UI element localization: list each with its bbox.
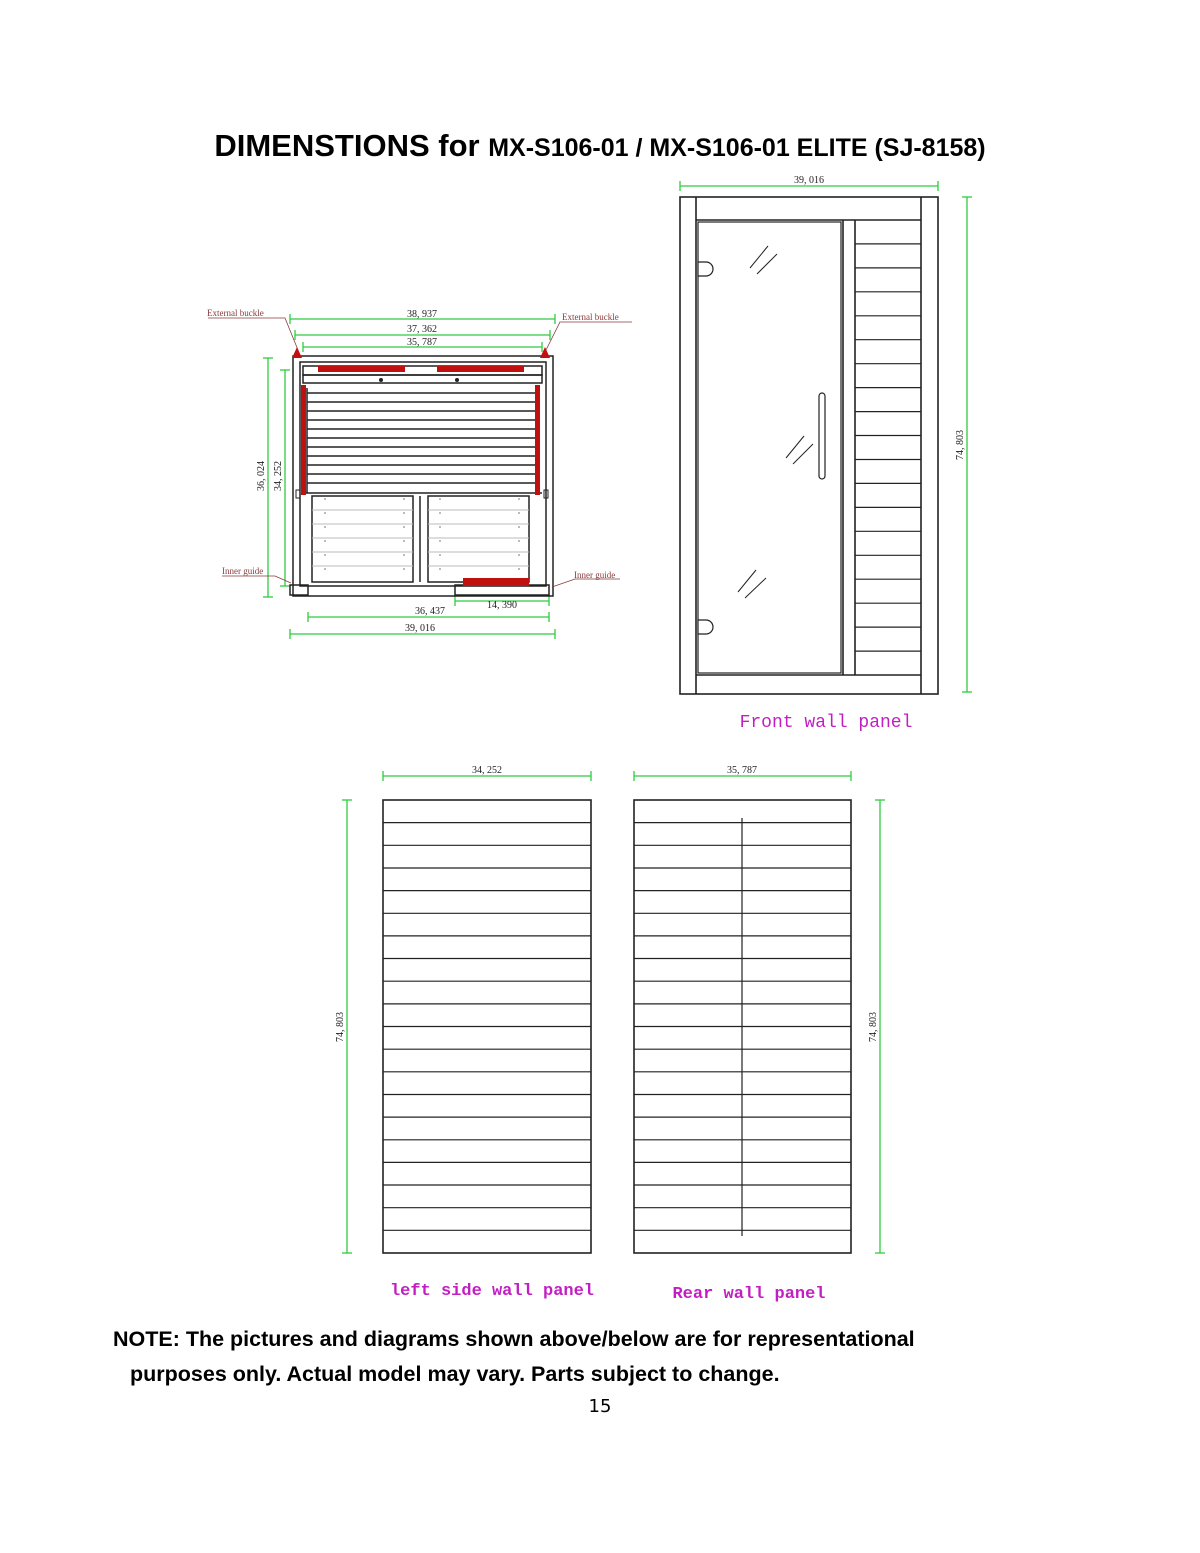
rear-panel-diagram	[634, 765, 885, 1304]
title-lead: DIMENSTIONS for	[214, 128, 489, 163]
front-panel-diagram	[680, 175, 972, 733]
rear-panel-width: 35, 787	[727, 765, 757, 776]
top-view-diagram	[207, 308, 632, 639]
title-models: MX-S106-01 / MX-S106-01 ELITE (SJ-8158)	[488, 134, 986, 162]
dim-left-depth-inner: 34, 252	[273, 461, 284, 491]
left-panel-slats	[383, 823, 591, 1231]
front-panel-slats	[855, 244, 921, 651]
left-panel-diagram	[335, 765, 594, 1301]
front-panel-height: 74, 803	[955, 430, 966, 460]
glass-reflection-marks	[738, 246, 813, 598]
external-buckle-left-marker	[292, 347, 302, 358]
light-left	[379, 378, 383, 382]
dim-bottom-inner: 36, 437	[415, 606, 445, 617]
dim-overall-width: 38, 937	[407, 309, 437, 320]
front-panel-caption: Front wall panel	[739, 713, 913, 733]
note-line-1: NOTE: The pictures and diagrams shown above/below are for representational	[113, 1327, 915, 1351]
dim-left-depth-outer: 36, 024	[256, 461, 267, 491]
dim-mid-width: 37, 362	[407, 324, 437, 335]
left-panel-width: 34, 252	[472, 765, 502, 776]
heater-side-right	[535, 385, 540, 495]
front-panel-width: 39, 016	[794, 175, 824, 186]
rear-panel-dimension-lines	[634, 771, 885, 1253]
label-external-buckle-right: External buckle	[562, 312, 619, 322]
dim-bottom-overall: 39, 016	[405, 623, 435, 634]
left-panel-caption: left side wall panel	[389, 1282, 595, 1301]
label-external-buckle-left: External buckle	[207, 308, 264, 318]
disclaimer-note	[113, 1322, 1113, 1392]
door-handle	[819, 393, 825, 479]
label-inner-guide-right: Inner guide	[574, 570, 616, 580]
page-number: 15	[588, 1396, 612, 1417]
front-panel-dimension-lines	[680, 181, 972, 692]
left-panel-height: 74, 803	[335, 1012, 346, 1042]
note-line-2: purposes only. Actual model may vary. Parts subject to change.	[130, 1362, 780, 1386]
top-view-outline	[290, 356, 553, 596]
rear-panel-height: 74, 803	[868, 1012, 879, 1042]
dim-door-width: 14, 390	[487, 600, 517, 611]
light-right	[455, 378, 459, 382]
heater-floor	[463, 578, 529, 586]
label-inner-guide-left: Inner guide	[222, 566, 264, 576]
left-panel-dimension-lines	[342, 771, 591, 1253]
heater-back-right	[437, 366, 524, 372]
rear-panel-caption: Rear wall panel	[672, 1285, 826, 1304]
door-hinges	[698, 262, 713, 634]
heater-back-left	[318, 366, 405, 372]
heater-side-left	[301, 385, 306, 495]
front-panel-frame	[680, 197, 938, 694]
dim-inner-width: 35, 787	[407, 337, 437, 348]
